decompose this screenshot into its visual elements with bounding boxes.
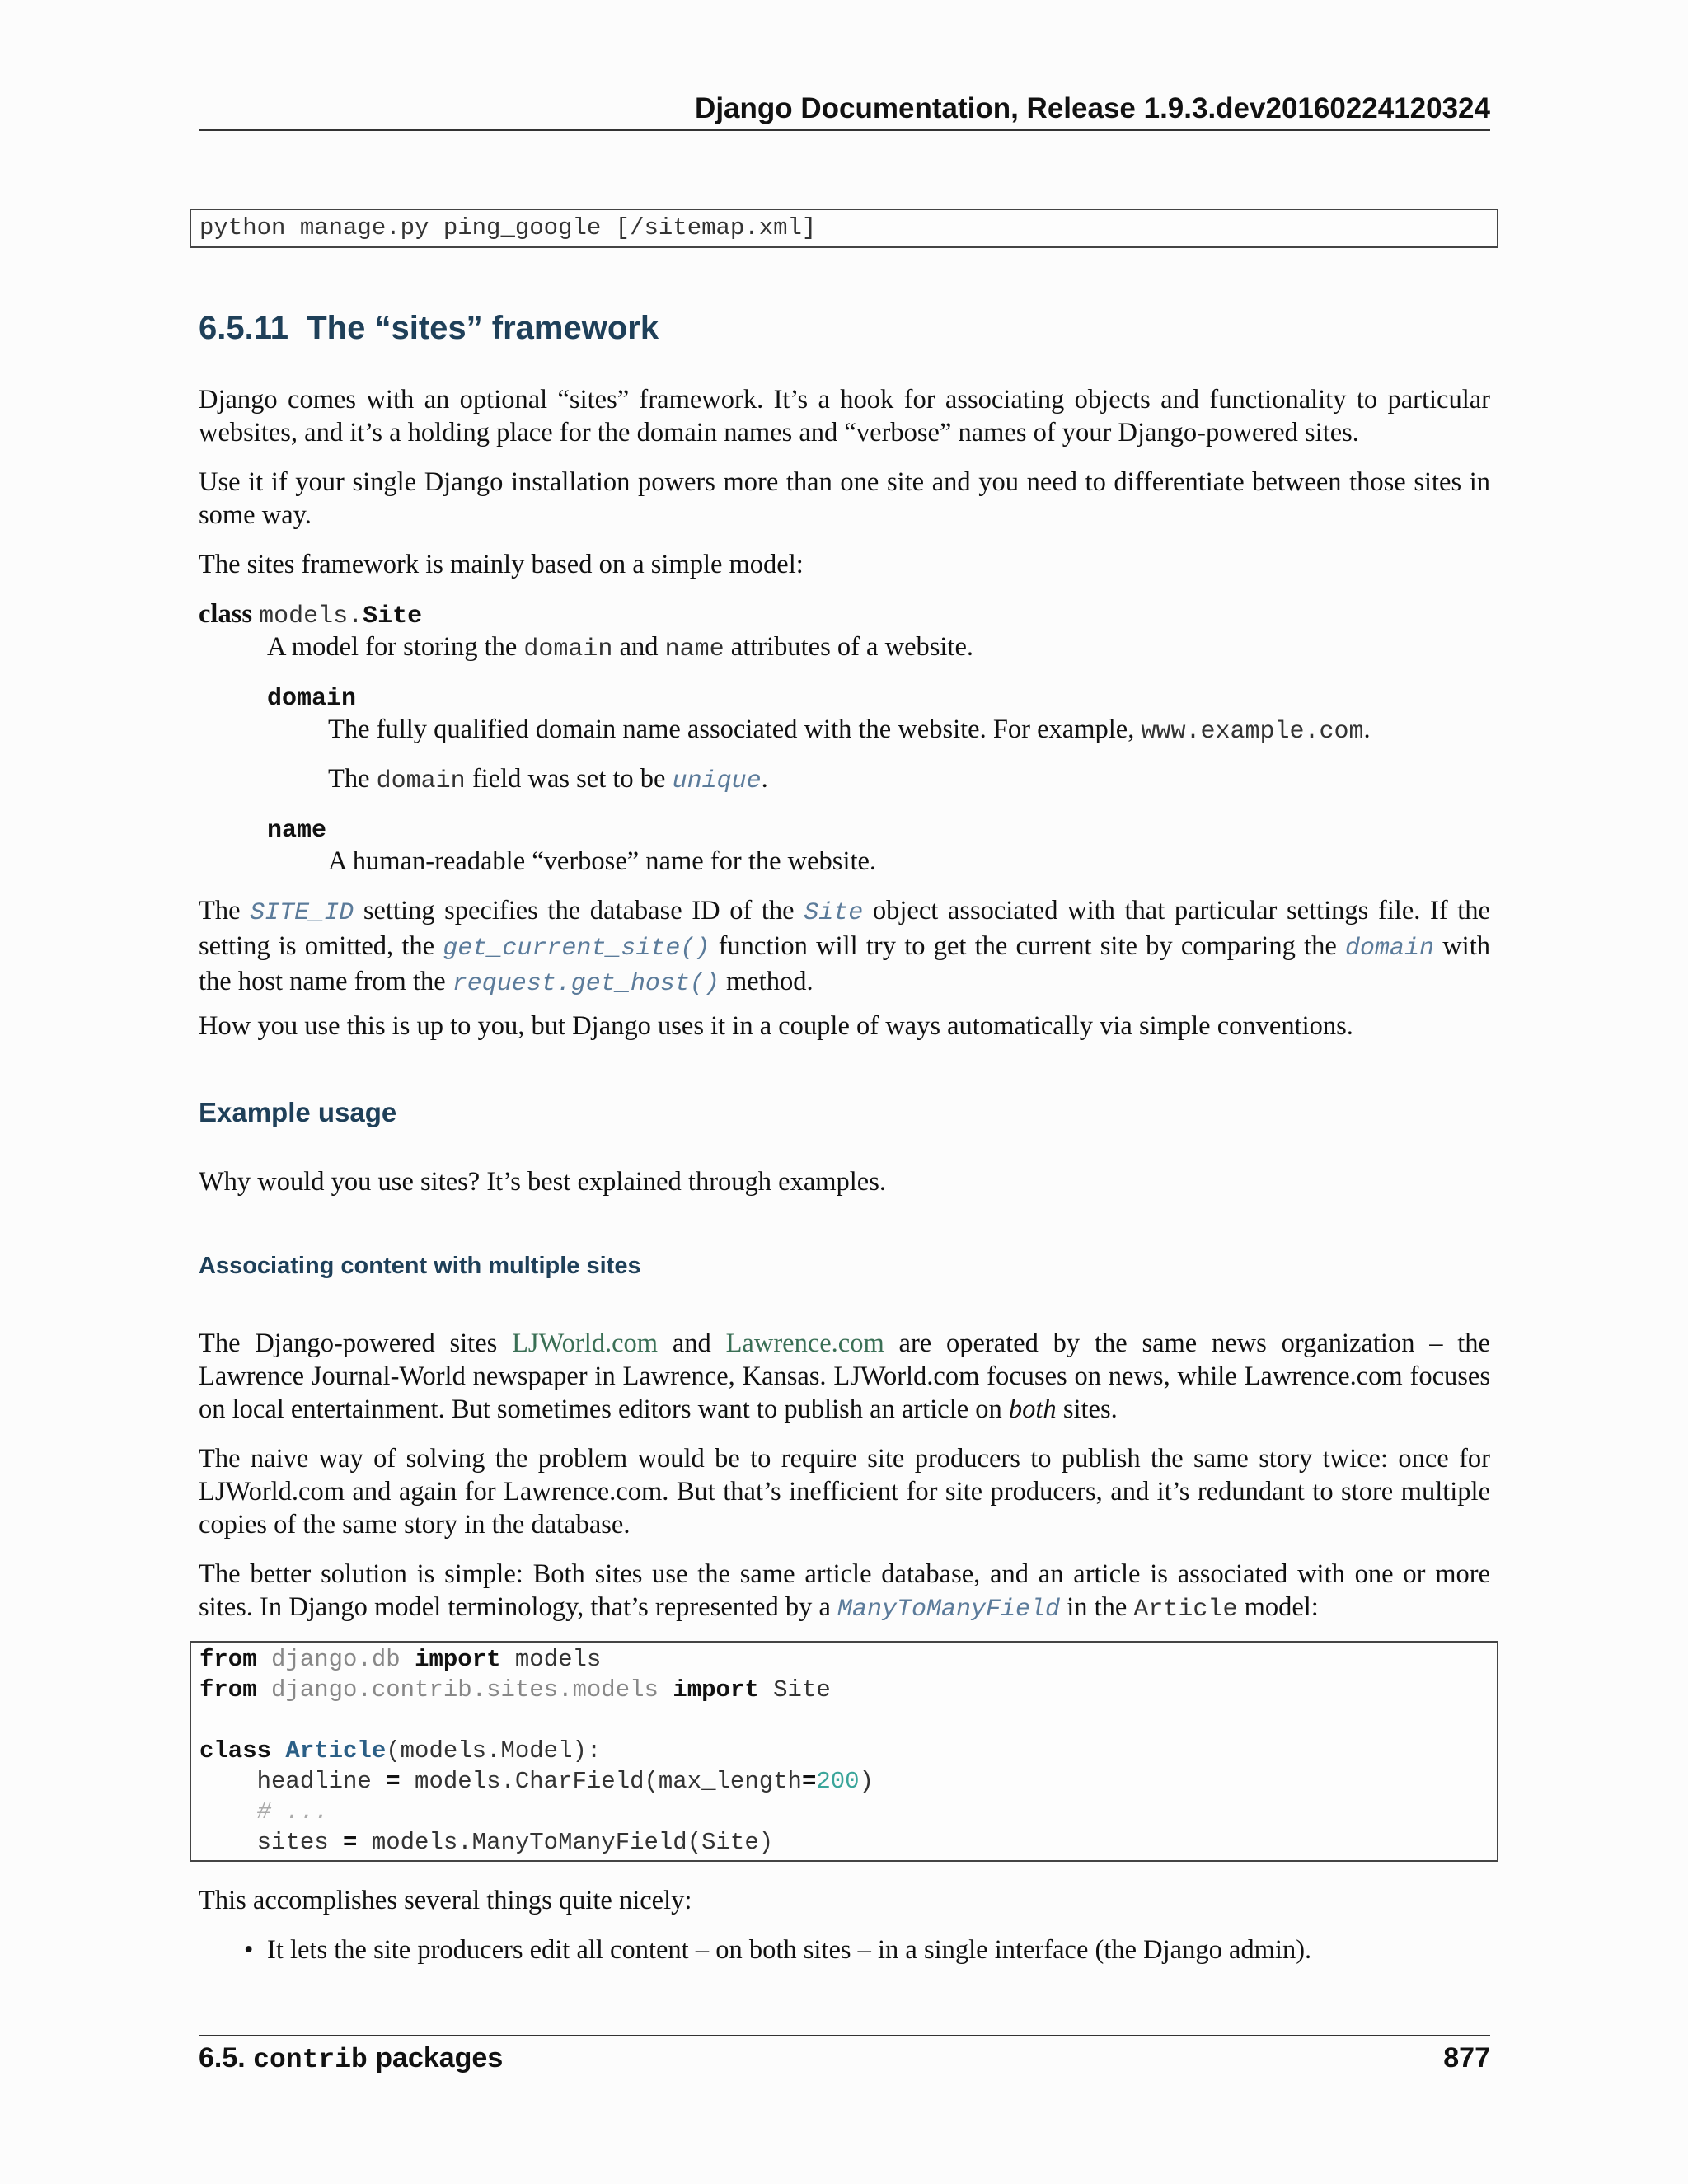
code-namespace: django.contrib.sites.models [271,1676,659,1704]
usage-paragraph: How you use this is up to you, but Django uses it in a couple of ways automatically via simple conventions. [199,1011,1353,1041]
domain-note-text-mid: field was set to be [465,764,673,794]
code-namespace: django.db [271,1646,401,1673]
site-id-text-1: The [199,896,251,926]
domain-attribute-name [267,680,1490,715]
code-paren: ) [859,1768,874,1795]
class-desc-name-code: name [664,635,724,663]
footer-section-number: 6.5. [199,2042,246,2074]
site-id-text-6: method. [719,967,814,996]
list-item [244,1933,1490,1966]
class-name: Site [363,602,423,630]
class-desc-text: A model for storing the [267,632,524,662]
article-model-code: Article [1133,1596,1238,1624]
intro-paragraph-3: The sites framework is mainly based on a simple model: [199,550,804,579]
site-id-text-2: setting specifies the database ID of the [354,896,804,926]
domain-desc-text: The fully qualified domain name associated with the website. For example, [328,715,1142,744]
code-line-1 [199,1646,601,1673]
code-base-class: (models.Model): [386,1737,602,1765]
section-title: The “sites” framework [307,310,659,346]
ljworld-link[interactable]: LJWorld.com [512,1329,659,1358]
list-item-text: It lets the site producers edit all content – on both sites – in a single interface (the Django admin). [267,1935,1312,1965]
page-number: 877 [1443,2042,1490,2074]
class-description [267,630,1490,666]
assoc-p1-text-1: The Django-powered sites [199,1329,513,1358]
domain-attr-link[interactable]: domain [1344,935,1434,963]
domain-attr-label: domain [267,685,357,713]
code-keyword: import [673,1676,759,1704]
code-class-name: Article [285,1737,387,1765]
code-line-6-comment: # ... [199,1798,329,1825]
footer-section-code: contrib [253,2045,368,2075]
site-model-link[interactable]: Site [804,899,864,927]
unique-link[interactable]: unique [672,767,762,795]
code-line-5 [199,1768,874,1795]
domain-note-end: . [761,764,768,794]
code-call: models.ManyToManyField(Site) [357,1829,774,1856]
section-heading [199,310,659,347]
code-line-4 [199,1737,601,1765]
lawrence-link[interactable]: Lawrence.com [725,1329,884,1358]
example-usage-heading: Example usage [199,1097,397,1127]
code-number: 200 [816,1768,860,1795]
domain-note-text: The [328,764,377,794]
footer-section-label: packages [375,2042,504,2074]
code-keyword: from [199,1646,257,1673]
assoc-p3-text-2: in the [1060,1592,1134,1622]
code-line-7 [199,1829,773,1856]
assoc-p1-emphasis: both [1008,1394,1057,1424]
code-identifier: sites [199,1829,344,1856]
code-keyword: import [415,1646,501,1673]
example-usage-intro: Why would you use sites? It’s best explained through examples. [199,1167,887,1197]
header-divider [199,129,1490,131]
bullet-marker: • [244,1935,254,1965]
footer-divider [199,2035,1490,2036]
code-operator: = [386,1768,401,1795]
name-attribute-name [267,812,1490,847]
associating-paragraph-3 [199,1558,1490,1626]
assoc-p1-text-4: sites. [1056,1394,1118,1424]
domain-example-code: www.example.com [1141,718,1364,746]
command-code-block [190,209,1498,248]
code-keyword: class [199,1737,272,1765]
site-id-text-4: function will try to get the current site by comparing the [710,931,1345,961]
domain-attribute-description [328,713,1490,748]
site-id-text-3: object associated with that particular settings file. If the setting is omitted, the [199,896,1490,961]
footer-section [199,2042,503,2075]
domain-desc-end: . [1363,715,1371,744]
accomplishes-paragraph: This accomplishes several things quite nicely: [199,1886,692,1915]
intro-paragraph-2: Use it if your single Django installation powers more than one site and you need to differentiate between those sites in some way. [199,467,1490,530]
article-model-code-block [190,1641,1498,1862]
code-keyword: from [199,1676,257,1704]
name-attribute-description: A human-readable “verbose” name for the website. [328,846,877,876]
class-signature [199,598,1490,633]
command-line: python manage.py ping_google [/sitemap.xml] [199,214,817,241]
domain-note-code: domain [376,767,466,795]
assoc-p3-text-3: model: [1237,1592,1319,1622]
code-call: models.CharField(max_length [400,1768,802,1795]
class-module: models. [259,602,363,630]
code-identifier: Site [773,1676,831,1704]
code-operator: = [801,1768,817,1795]
get-current-site-link[interactable]: get_current_site() [443,935,710,963]
running-header-title: Django Documentation, Release 1.9.3.dev20160224120324 [695,92,1490,124]
domain-unique-note [328,762,1490,798]
class-desc-text-end: attributes of a website. [724,632,973,662]
assoc-p3-text-1: The better solution is simple: Both sites use the same article database, and an article is associated with one or more sites. In Django model terminology, that’s represented by a [199,1559,1490,1622]
code-identifier: models [514,1646,602,1673]
request-get-host-link[interactable]: request.get_host() [452,970,720,998]
manytomanyfield-link[interactable]: ManyToManyField [837,1596,1061,1624]
code-line-2 [199,1676,831,1704]
class-keyword: class [199,599,252,629]
associating-paragraph-1 [199,1327,1490,1426]
assoc-p1-text-3: are operated by the same news organization – the Lawrence Journal-World newspaper in Lawrence, Kansas. LJWorld.com focuses on news, while Lawrence.com focuses on local entertainment. But sometimes editors want to publish an article on [199,1329,1490,1424]
code-operator: = [343,1829,358,1856]
class-desc-domain-code: domain [523,635,613,663]
bullet-list [244,1933,1490,1966]
site-id-text-5: with the host name from the [199,931,1490,996]
name-attr-label: name [267,817,327,845]
intro-paragraph-1: Django comes with an optional “sites” framework. It’s a hook for associating objects and functionality to particular websites, and it’s a holding place for the domain names and “verbose” names of your Django-powered sites. [199,385,1490,448]
associating-paragraph-2: The naive way of solving the problem would be to require site producers to publish the same story twice: once for LJWorld.com and again for Lawrence.com. But that’s inefficient for site producers, and it’s redundant to store multiple copies of the same story in the database. [199,1444,1490,1540]
associating-heading: Associating content with multiple sites [199,1253,641,1279]
assoc-p1-text-2: and [658,1329,726,1358]
site-id-setting-link[interactable]: SITE_ID [250,899,354,927]
code-identifier: headline [199,1768,387,1795]
site-id-paragraph [199,894,1490,1001]
section-number: 6.5.11 [199,310,289,346]
class-desc-text-mid: and [612,632,665,662]
